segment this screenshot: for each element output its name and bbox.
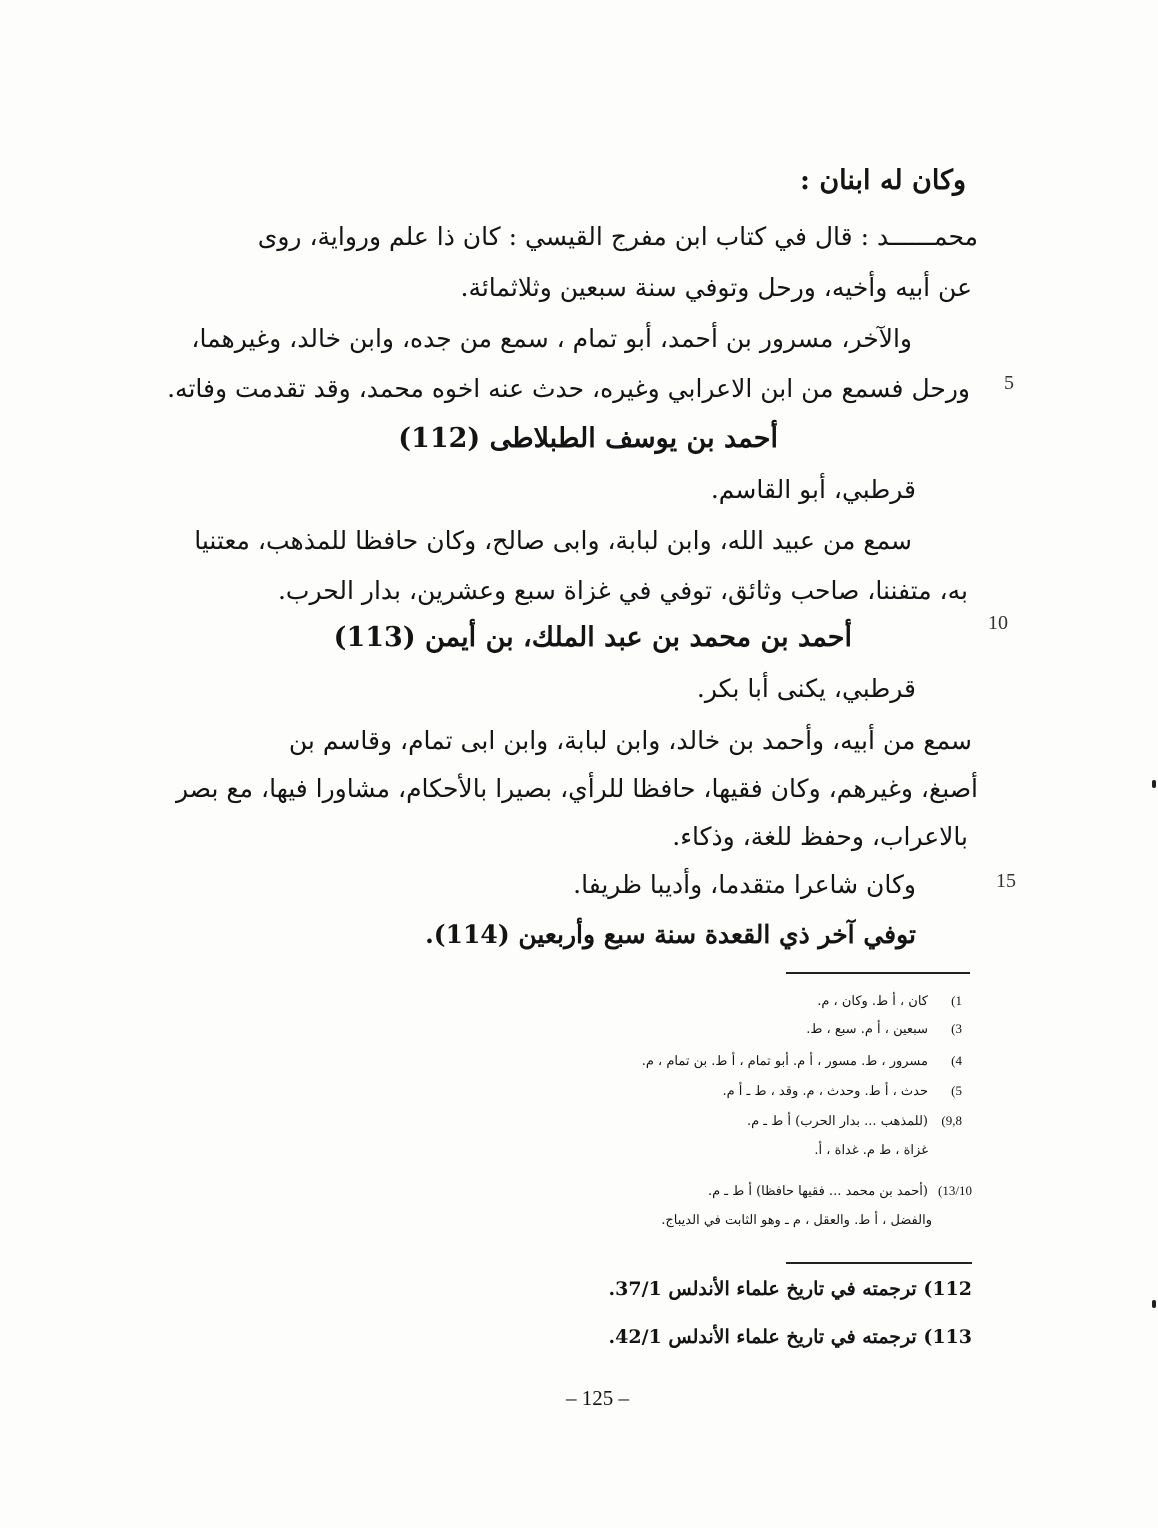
apparatus-note: 9,8)(للمذهب ... بدار الحرب) أ ط ـ م. xyxy=(746,1113,962,1129)
footnote-divider xyxy=(786,972,970,974)
apparatus-note: 1)كان ، أ ط. وكان ، م. xyxy=(817,993,962,1009)
line-number: 15 xyxy=(996,870,1016,892)
text-line: محمــــــد : قال في كتاب ابن مفرج القيسي : كان ذا علم ورواية، روى xyxy=(257,222,978,251)
line-number: 10 xyxy=(988,612,1008,634)
page-number: – 125 – xyxy=(566,1386,629,1410)
text-line: عن أبيه وأخيه، ورحل وتوفي سنة سبعين وثلاثمائة. xyxy=(460,273,972,302)
references-divider xyxy=(786,1262,972,1264)
apparatus-note: 5)حدث ، أ ط. وحدث ، م. وقد ، ط ـ أ م. xyxy=(722,1083,962,1099)
intro-heading: وكان له ابنان : xyxy=(799,165,966,196)
apparatus-note: 13/10)(أحمد بن محمد ... فقيها حافظا) أ ط ـ م. xyxy=(707,1183,972,1199)
text-line: بالاعراب، وحفظ للغة، وذكاء. xyxy=(672,822,968,851)
reference-113: 113) ترجمته في تاريخ علماء الأندلس 42/1. xyxy=(608,1326,972,1348)
text-line: به، متفننا، صاحب وثائق، توفي في غزاة سبع وعشرين، بدار الحرب. xyxy=(277,576,968,605)
text-line: أصبغ، وغيرهم، وكان فقيها، حافظا للرأي، بصيرا بالأحكام، مشاورا فيها، مع بصر xyxy=(175,774,978,803)
reference-112: 112) ترجمته في تاريخ علماء الأندلس 37/1. xyxy=(608,1278,972,1300)
text-line: سمع من أبيه، وأحمد بن خالد، وابن لبابة، وابن ابى تمام، وقاسم بن xyxy=(288,726,972,755)
entry-heading-112: أحمد بن يوسف الطبلاطى (112) xyxy=(398,423,778,454)
apparatus-note: 4)مسرور ، ط. مسور ، أ م. أبو تمام ، أ ط. بن تمام ، م. xyxy=(641,1053,962,1069)
apparatus-note: والفضل ، أ ط. والعقل ، م ـ وهو الثابت في الديباج. xyxy=(661,1213,932,1228)
text-line: ورحل فسمع من ابن الاعرابي وغيره، حدث عنه اخوه محمد، وقد تقدمت وفاته. xyxy=(167,374,970,403)
text-line: توفي آخر ذي القعدة سنة سبع وأربعين (114). xyxy=(425,920,916,949)
text-line: قرطبي، أبو القاسم. xyxy=(710,475,916,504)
text-line: والآخر، مسرور بن أحمد، أبو تمام ، سمع من جده، وابن خالد، وغيرهما، xyxy=(191,324,912,353)
text-line: قرطبي، يكنى أبا بكر. xyxy=(696,674,916,703)
entry-heading-113: أحمد بن محمد بن عبد الملك، بن أيمن (113) xyxy=(333,622,852,653)
line-number: 5 xyxy=(1004,372,1014,394)
apparatus-note: 3)سبعين ، أ م. سبع ، ط. xyxy=(806,1021,962,1037)
apparatus-note: غزاة ، ط م. غداة ، أ. xyxy=(814,1143,928,1158)
text-line: وكان شاعرا متقدما، وأديبا ظريفا. xyxy=(573,870,916,899)
text-line: سمع من عبيد الله، وابن لبابة، وابى صالح، وكان حافظا للمذهب، معتنيا xyxy=(194,526,912,555)
scan-speck xyxy=(1152,780,1156,788)
scan-speck xyxy=(1152,1300,1156,1308)
